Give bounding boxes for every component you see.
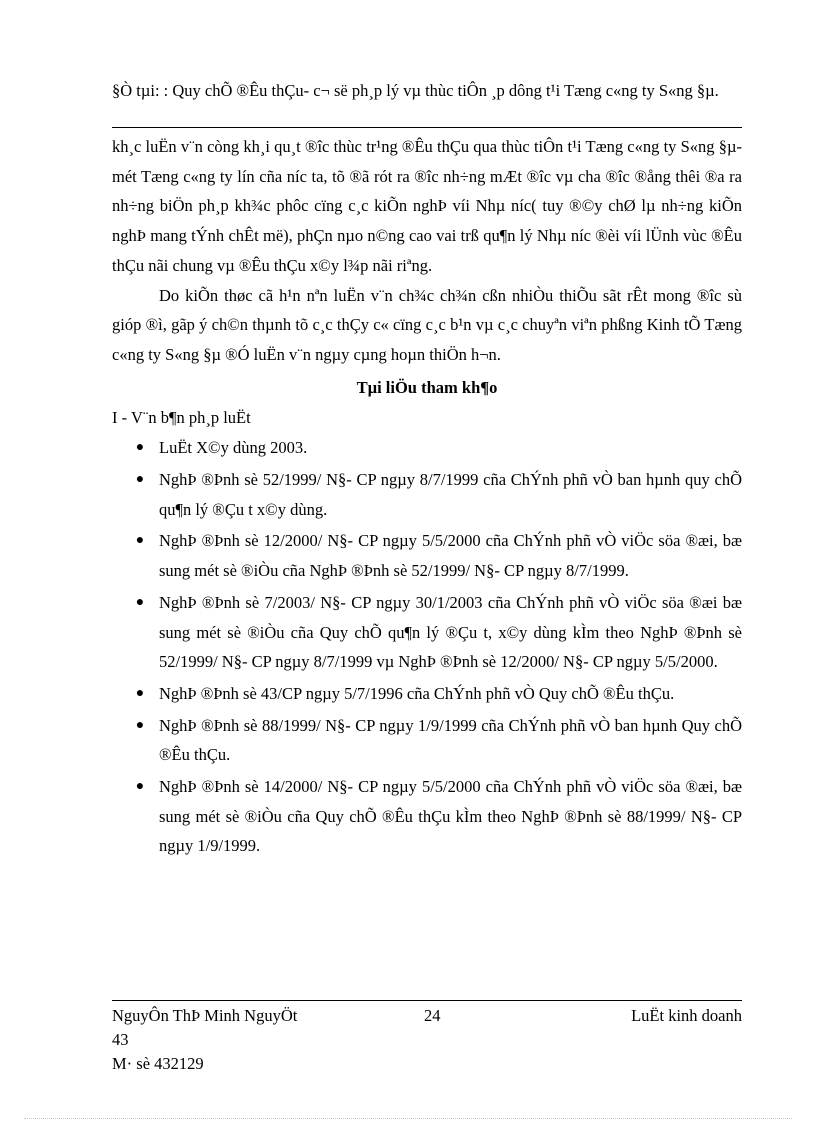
reference-list [112,433,742,861]
page-number: 24 [424,1006,441,1025]
bullet-icon: ● [135,533,145,549]
reference-item [112,772,742,861]
paragraph-summary: kh¸c luËn v¨n còng kh¸i qu¸t ®îc thùc tr¹ng ®Êu thÇu qua thùc tiÔn t¹i Tæng c«ng ty S«ng §µ- mét Tæng c«ng ty lín cña níc ta, tõ ®ã rót ra ®îc nh÷ng mÆt ®îc vµ cha ®îc ®ång thêi ®a ra nh÷ng biÖn ph¸p kh¾c phôc cïng c¸c kiÕn nghÞ víi Nhµ níc( tuy ®©y chØ lµ nh÷ng kiÕn nghÞ mang tÝnh chÊt më), phÇn nµo n©ng cao vai trß qu¶n lý Nhµ níc ®èi víi lÜnh vùc ®Êu thÇu nãi chung vµ ®Êu thÇu x©y l¾p nãi riªng. [112,137,742,275]
reference-item [112,679,742,709]
page-edge [24,1118,792,1119]
reference-item [112,526,742,585]
section-title-legal-documents: I - V¨n b¶n ph¸p luËt [112,408,251,428]
reference-item [112,588,742,677]
reference-item [112,711,742,770]
bullet-icon: ● [135,717,145,733]
page-header [112,80,742,102]
footer-department: LuËt kinh doanh [631,1006,742,1025]
reference-text: NghÞ ®Þnh sè 43/CP ngµy 5/7/1996 cña ChÝnh phñ vÒ Quy chÕ ®Êu thÇu. [159,683,675,703]
footer-divider [112,1000,742,1001]
bullet-icon: ● [135,440,145,456]
reference-text: NghÞ ®Þnh sè 7/2003/ N§- CP ngµy 30/1/2003 cña ChÝnh phñ vÒ viÖc söa ®æi bæ sung mét sè ®iÒu cña Quy chÕ qu¶n lý ®Çu t, x©y dùng kÌm theo NghÞ ®Þnh sè 52/1999/ N§- CP ngµy 8/7/1999 vµ NghÞ ®Þnh sè 12/2000/ N§- CP ngµy 5/5/2000. [159,592,742,672]
bullet-icon: ● [135,472,145,488]
bullet-icon: ● [135,685,145,701]
footer-author: NguyÔn ThÞ Minh NguyÖt [112,1006,298,1025]
bullet-icon: ● [135,779,145,795]
reference-text: LuËt X©y dùng 2003. [159,438,308,458]
reference-item [112,433,742,463]
header-divider [112,127,742,128]
reference-text: NghÞ ®Þnh sè 52/1999/ N§- CP ngµy 8/7/1999 cña ChÝnh phñ vÒ ban hµnh quy chÕ qu¶n lý ®Çu t x©y dùng. [159,470,742,519]
reference-text: NghÞ ®Þnh sè 14/2000/ N§- CP ngµy 5/5/2000 cña ChÝnh phñ vÒ viÖc söa ®æi, bæ sung mét sè ®iÒu cña Quy chÕ ®Êu thÇu kÌm theo NghÞ ®Þnh sè 88/1999/ N§- CP ngµy 1/9/1999. [159,777,742,856]
footer-student-id: M· sè 432129 [112,1054,204,1073]
footer-class: 43 [112,1030,129,1049]
reference-text: NghÞ ®Þnh sè 88/1999/ N§- CP ngµy 1/9/1999 cña ChÝnh phñ vÒ ban hµnh Quy chÕ ®Êu thÇu. [159,715,742,765]
bullet-icon: ● [135,594,145,610]
reference-item [112,465,742,524]
document-title: §Ò tµi: : Quy chÕ ®Êu thÇu- c¬ së ph¸p lý vµ thùc tiÔn ¸p dông t¹i Tæng c«ng ty S«ng §µ. [112,81,719,100]
page-body [112,132,742,861]
reference-text: NghÞ ®Þnh sè 12/2000/ N§- CP ngµy 5/5/2000 cña ChÝnh phñ vÒ viÖc söa ®æi, bæ sung mét sè ®iÒu cña NghÞ ®Þnh sè 52/1999/ N§- CP ngµy 8/7/1999. [159,531,742,581]
paragraph-acknowledgement: Do kiÕn thøc cã h¹n nªn luËn v¨n ch¾c ch¾n cßn nhiÒu thiÕu sãt rÊt mong ®îc sù gióp ®ì, gãp ý ch©n thµnh tõ c¸c thÇy c« cïng c¸c b¹n vµ c¸c chuyªn viªn phßng Kinh tÕ Tæng c«ng ty S«ng §µ ®Ó luËn v¨n ngµy cµng hoµn thiÖn h¬n. [112,285,742,364]
references-heading: Tµi liÖu tham kh¶o [356,377,498,397]
